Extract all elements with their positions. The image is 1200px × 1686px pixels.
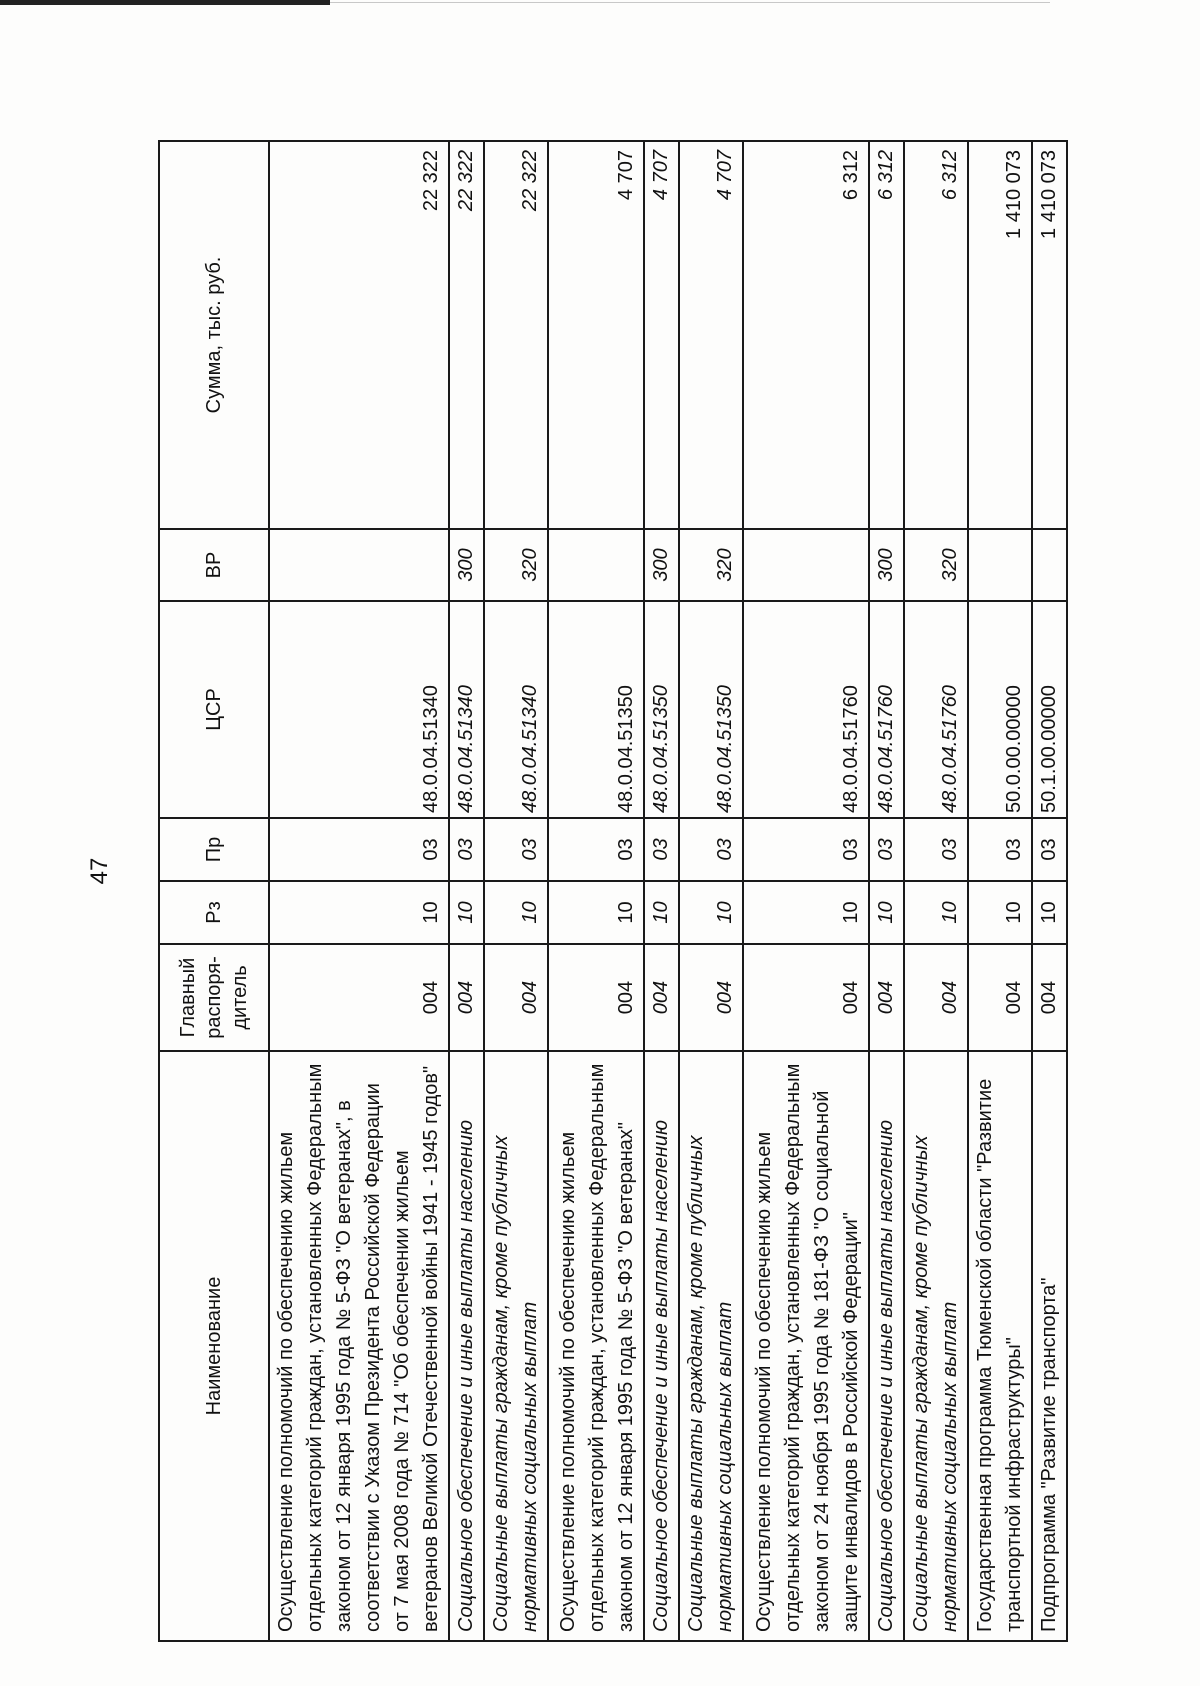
- page-number: 47: [86, 857, 113, 885]
- cell-sum: 1 410 073: [968, 141, 1032, 529]
- scan-edge-line: [330, 2, 1050, 3]
- table-row: [904, 141, 968, 1641]
- budget-table: [158, 140, 1068, 1642]
- scan-edge-mark: [0, 0, 330, 5]
- table-row: [968, 141, 1032, 1641]
- cell-ministry: 004: [1032, 944, 1067, 1051]
- cell-pr: 03: [548, 818, 644, 881]
- header-name: Наименование: [159, 1051, 269, 1641]
- cell-csr: 48.0.04.51340: [269, 601, 449, 818]
- cell-ministry: 004: [904, 944, 968, 1051]
- cell-vr: [1032, 529, 1067, 601]
- cell-vr: [548, 529, 644, 601]
- cell-name: Осуществление полномочий по обеспечению жильем отдельных категорий граждан, установленных Федеральным законом от 24 ноября 1995 года № 181-ФЗ "О социальной защите инвалидов в Российской Федерации": [743, 1051, 869, 1641]
- cell-pr: 03: [743, 818, 869, 881]
- cell-name: Социальные выплаты гражданам, кроме публичных нормативных социальных выплат: [904, 1051, 968, 1641]
- cell-csr: 48.0.04.51760: [904, 601, 968, 818]
- header-ministry: Главный распоря-дитель: [159, 944, 269, 1051]
- cell-sum: 4 707: [679, 141, 743, 529]
- cell-sum: 22 322: [449, 141, 484, 529]
- header-csr: ЦСР: [159, 601, 269, 818]
- table-row: [1032, 141, 1067, 1641]
- cell-name: Государственная программа Тюменской области "Развитие транспортной инфраструктуры": [968, 1051, 1032, 1641]
- table-row: [548, 141, 644, 1641]
- cell-pr: 03: [904, 818, 968, 881]
- table-row: [269, 141, 449, 1641]
- cell-vr: 300: [644, 529, 679, 601]
- cell-vr: 320: [484, 529, 548, 601]
- cell-sum: 6 312: [869, 141, 904, 529]
- cell-csr: 48.0.04.51760: [743, 601, 869, 818]
- cell-sum: 6 312: [743, 141, 869, 529]
- cell-rz: 10: [1032, 881, 1067, 944]
- table-row: [484, 141, 548, 1641]
- header-sum: Сумма, тыс. руб.: [159, 141, 269, 529]
- cell-pr: 03: [968, 818, 1032, 881]
- cell-csr: 48.0.04.51350: [679, 601, 743, 818]
- cell-vr: 320: [679, 529, 743, 601]
- cell-ministry: 004: [269, 944, 449, 1051]
- cell-vr: 300: [449, 529, 484, 601]
- cell-rz: 10: [644, 881, 679, 944]
- cell-vr: [269, 529, 449, 601]
- cell-rz: 10: [904, 881, 968, 944]
- cell-ministry: 004: [644, 944, 679, 1051]
- cell-sum: 1 410 073: [1032, 141, 1067, 529]
- cell-pr: 03: [269, 818, 449, 881]
- cell-csr: 48.0.04.51760: [869, 601, 904, 818]
- cell-ministry: 004: [548, 944, 644, 1051]
- cell-pr: 03: [869, 818, 904, 881]
- cell-rz: 10: [269, 881, 449, 944]
- cell-rz: 10: [484, 881, 548, 944]
- cell-ministry: 004: [679, 944, 743, 1051]
- cell-sum: 4 707: [548, 141, 644, 529]
- cell-name: Осуществление полномочий по обеспечению жильем отдельных категорий граждан, установленных Федеральным законом от 12 января 1995 года № 5-ФЗ "О ветеранах": [548, 1051, 644, 1641]
- cell-sum: 22 322: [484, 141, 548, 529]
- cell-csr: 48.0.04.51350: [644, 601, 679, 818]
- cell-pr: 03: [449, 818, 484, 881]
- table-row: [869, 141, 904, 1641]
- cell-sum: 6 312: [904, 141, 968, 529]
- cell-ministry: 004: [968, 944, 1032, 1051]
- cell-csr: 50.1.00.00000: [1032, 601, 1067, 818]
- cell-name: Социальное обеспечение и иные выплаты населению: [869, 1051, 904, 1641]
- cell-vr: [743, 529, 869, 601]
- cell-rz: 10: [869, 881, 904, 944]
- cell-rz: 10: [968, 881, 1032, 944]
- cell-csr: 48.0.04.51350: [548, 601, 644, 818]
- cell-name: Социальные выплаты гражданам, кроме публичных нормативных социальных выплат: [679, 1051, 743, 1641]
- table-row: [743, 141, 869, 1641]
- header-vr: ВР: [159, 529, 269, 601]
- cell-csr: 48.0.04.51340: [449, 601, 484, 818]
- cell-sum: 22 322: [269, 141, 449, 529]
- header-rz: Рз: [159, 881, 269, 944]
- table-row: [449, 141, 484, 1641]
- cell-name: Социальное обеспечение и иные выплаты населению: [644, 1051, 679, 1641]
- cell-rz: 10: [548, 881, 644, 944]
- cell-pr: 03: [679, 818, 743, 881]
- cell-csr: 48.0.04.51340: [484, 601, 548, 818]
- cell-pr: 03: [484, 818, 548, 881]
- cell-vr: 300: [869, 529, 904, 601]
- cell-vr: 320: [904, 529, 968, 601]
- cell-ministry: 004: [484, 944, 548, 1051]
- cell-pr: 03: [1032, 818, 1067, 881]
- cell-name: Осуществление полномочий по обеспечению жильем отдельных категорий граждан, установленных Федеральным законом от 12 января 1995 года № 5-ФЗ "О ветеранах", в соответствии с Указом Президента Российской Федерации от 7 мая 2008 года № 714 "Об обеспечении жильем ветеранов Великой Отечественной войны 1941 - 1945 годов": [269, 1051, 449, 1641]
- cell-pr: 03: [644, 818, 679, 881]
- table-row: [644, 141, 679, 1641]
- cell-name: Социальное обеспечение и иные выплаты населению: [449, 1051, 484, 1641]
- cell-rz: 10: [743, 881, 869, 944]
- cell-name: Подпрограмма "Развитие транспорта": [1032, 1051, 1067, 1641]
- cell-rz: 10: [679, 881, 743, 944]
- cell-rz: 10: [449, 881, 484, 944]
- cell-name: Социальные выплаты гражданам, кроме публичных нормативных социальных выплат: [484, 1051, 548, 1641]
- table-row: [679, 141, 743, 1641]
- cell-vr: [968, 529, 1032, 601]
- header-pr: Пр: [159, 818, 269, 881]
- cell-ministry: 004: [869, 944, 904, 1051]
- cell-ministry: 004: [743, 944, 869, 1051]
- table-header-row: [159, 141, 269, 1641]
- rotated-page-content: [158, 142, 1060, 1642]
- cell-sum: 4 707: [644, 141, 679, 529]
- cell-ministry: 004: [449, 944, 484, 1051]
- cell-csr: 50.0.00.00000: [968, 601, 1032, 818]
